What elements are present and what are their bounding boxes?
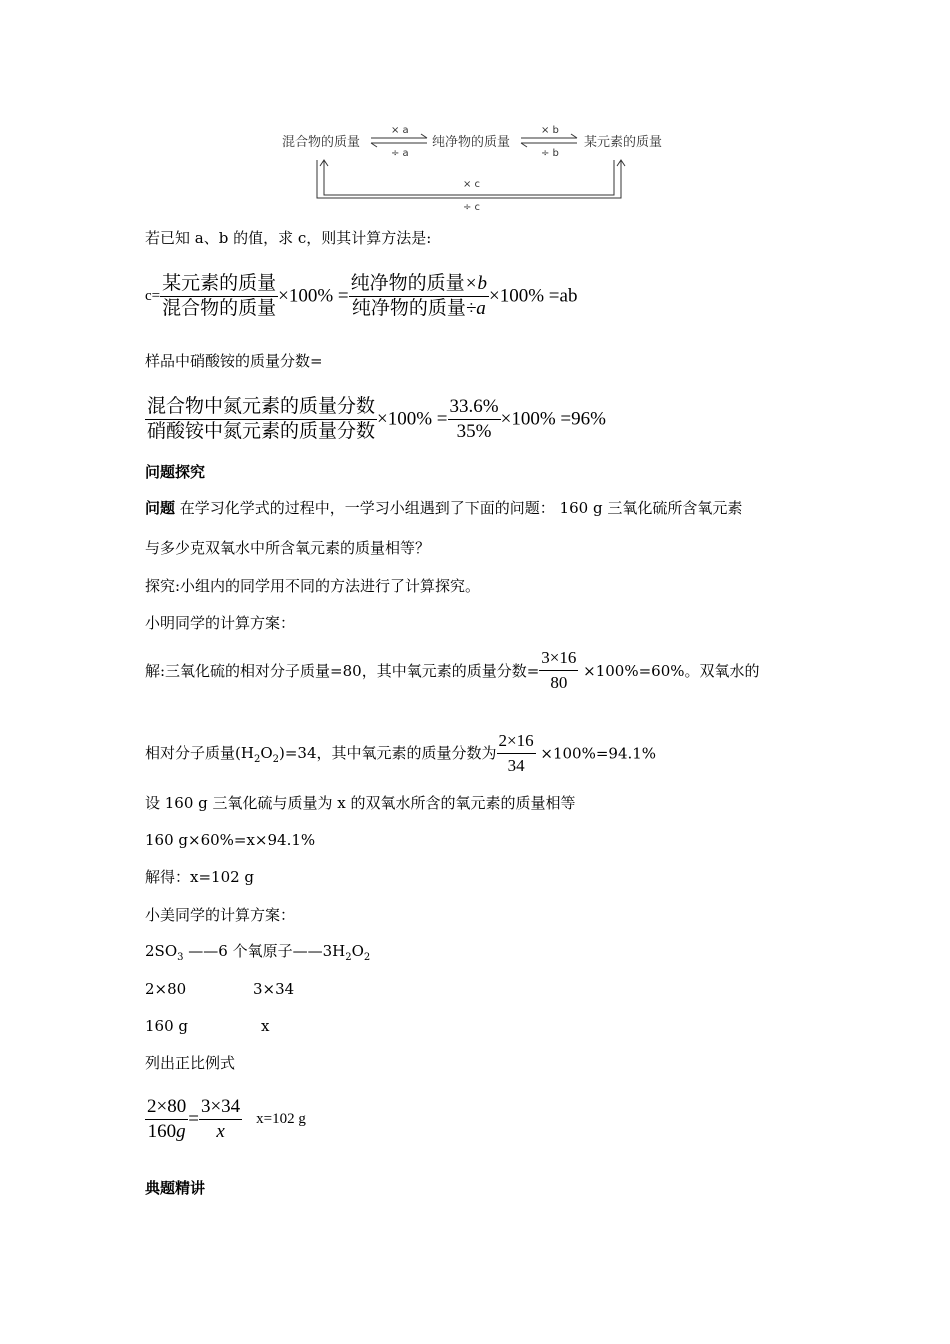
subscript: 2 xyxy=(345,952,352,963)
xm-line-3: 设 160 g 三氧化硫与质量为 x 的双氧水所含的氧元素的质量相等 xyxy=(145,794,576,812)
fraction-numerator: 2×16 xyxy=(497,729,536,754)
node-mixture-mass: 混合物的质量 xyxy=(282,135,361,150)
fraction-numerator: 混合物中氮元素的质量分数 xyxy=(145,395,377,420)
fraction-denominator xyxy=(145,1120,188,1144)
text-part: ——6 个氧原子——3H xyxy=(183,942,346,960)
fraction-numerator: 2×80 xyxy=(145,1095,188,1120)
fraction-element-over-mixture xyxy=(160,272,278,321)
proportion-result: x=102 g xyxy=(256,1111,306,1127)
xm-line-1-post: ×100%=60%。双氧水的 xyxy=(578,662,760,680)
times-100-equals: ×100% = xyxy=(278,285,349,307)
fraction-percent-ratio xyxy=(448,395,501,444)
subscript: 2 xyxy=(272,754,279,765)
op-div-c: ÷ c xyxy=(463,202,481,213)
fraction-oxygen-so3 xyxy=(539,646,578,695)
xm-line-1 xyxy=(145,646,760,695)
node-element-mass: 某元素的质量 xyxy=(584,135,663,150)
formula-c-lhs: c= xyxy=(145,288,161,304)
question-label: 问题 xyxy=(145,499,176,517)
fraction-nitrogen-ratio xyxy=(145,395,377,444)
equals-sign: = xyxy=(188,1108,199,1130)
proportion-formula xyxy=(145,1095,306,1144)
question-line-2: 与多少克双氧水中所含氧元素的质量相等？ xyxy=(145,539,431,557)
xiaoming-title: 小明同学的计算方案： xyxy=(145,614,296,632)
fraction-denominator: 硝酸铵中氮元素的质量分数 xyxy=(147,421,376,442)
text-part: 相对分子质量(H xyxy=(145,744,254,762)
fraction-denominator: 34 xyxy=(507,756,525,775)
mass-conversion-diagram xyxy=(275,118,675,218)
op-div-b: ÷ b xyxy=(541,148,559,159)
fraction-denominator: 混合物的质量 xyxy=(162,298,277,319)
fraction-numerator: 3×16 xyxy=(539,646,578,671)
fraction-pure-b-over-pure-a xyxy=(349,272,489,321)
fraction-denominator xyxy=(349,297,489,321)
denominator-op: ÷a xyxy=(465,298,486,319)
question-text: 在学习化学式的过程中，一学习小组遇到了下面的问题： 160 g 三氧化硫所含氧元素 xyxy=(175,499,743,517)
formula-c xyxy=(145,272,577,321)
question-line-1 xyxy=(145,498,742,518)
xm-line-1-pre: 解:三氧化硫的相对分子质量=80，其中氧元素的质量分数= xyxy=(145,662,540,680)
subscript: 3 xyxy=(177,952,184,963)
fraction-right xyxy=(199,1095,242,1144)
text-part: )=34，其中氧元素的质量分数为 xyxy=(279,744,497,762)
fraction-oxygen-h2o2 xyxy=(497,729,536,778)
sample-label: 样品中硝酸铵的质量分数= xyxy=(145,352,323,370)
section-inquiry-heading: 问题探究 xyxy=(145,463,206,481)
numerator-text: 纯净物的质量 xyxy=(350,273,465,294)
fraction-numerator: 33.6% xyxy=(448,395,501,420)
formula-c-result: ×100% =ab xyxy=(489,285,578,307)
fraction-numerator: 3×34 xyxy=(199,1095,242,1120)
op-times-c: × c xyxy=(463,179,481,190)
xiaomei-title: 小美同学的计算方案： xyxy=(145,906,296,924)
subscript: 2 xyxy=(363,952,371,963)
node-pure-mass: 纯净物的质量 xyxy=(432,135,511,150)
times-100-equals: ×100% = xyxy=(377,408,448,430)
explore-text: 探究:小组内的同学用不同的方法进行了计算探究。 xyxy=(145,577,481,595)
xm-line-2 xyxy=(145,729,656,778)
fraction-denominator: 35% xyxy=(456,421,492,442)
fraction-denominator: x xyxy=(216,1121,225,1142)
denominator-number: 160 xyxy=(147,1121,177,1142)
xme-row-2-right: x xyxy=(261,1017,270,1035)
op-div-a: ÷ a xyxy=(391,148,409,159)
text-part: O xyxy=(351,942,364,960)
xm-line-2-pre xyxy=(145,744,497,765)
op-times-a: × a xyxy=(391,125,409,136)
denominator-unit: g xyxy=(176,1121,186,1142)
denominator-text: 纯净物的质量 xyxy=(351,298,466,319)
fraction-numerator xyxy=(349,272,489,297)
xm-line-2-post: ×100%=94.1% xyxy=(535,744,657,763)
text-part: O xyxy=(260,744,273,762)
xme-row-1-right: 3×34 xyxy=(253,980,295,998)
numerator-op: ×b xyxy=(464,273,487,294)
section-examples-heading: 典题精讲 xyxy=(145,1179,206,1197)
fraction-left xyxy=(145,1095,188,1144)
xme-row-2-left: 160 g xyxy=(145,1017,189,1035)
fraction-denominator: 80 xyxy=(550,673,568,692)
formula-sample xyxy=(145,395,606,444)
xm-line-4: 160 g×60%=x×94.1% xyxy=(145,831,316,849)
text-part: 2SO xyxy=(145,942,178,960)
formula-sample-result: ×100% =96% xyxy=(500,408,606,430)
fraction-numerator: 某元素的质量 xyxy=(160,272,278,297)
xme-equation xyxy=(145,941,370,968)
intro-text: 若已知 a、b 的值，求 c，则其计算方法是: xyxy=(145,229,432,247)
op-times-b: × b xyxy=(541,125,559,136)
subscript: 2 xyxy=(253,754,261,765)
xme-row-1-left: 2×80 xyxy=(145,980,187,998)
xm-line-5: 解得：x=102 g xyxy=(145,868,255,886)
proportion-title: 列出正比例式 xyxy=(145,1054,236,1072)
